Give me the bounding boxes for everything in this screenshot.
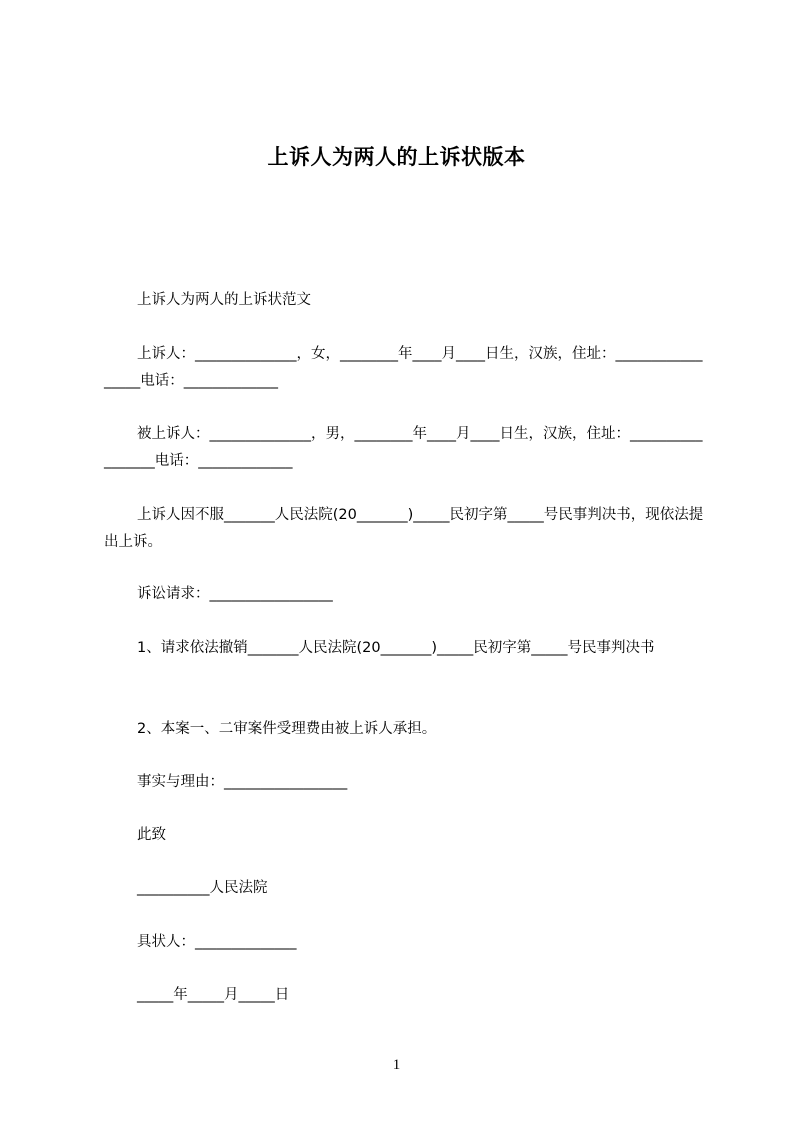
page-number: 1 xyxy=(392,1057,401,1073)
salutation-paragraph: 此致 xyxy=(137,827,166,843)
appellant-info-paragraph: 上诉人：______________，女，________年____月____日生，汉族，住址：_________________电话：_____________ xyxy=(104,346,703,389)
court-name-paragraph: __________人民法院 xyxy=(137,880,268,896)
claim-item-1-paragraph: 1、请求依法撤销_______人民法院(20_______)_____民初字第_____号民事判决书 xyxy=(137,640,655,656)
document-title: 上诉人为两人的上诉状版本 xyxy=(267,145,526,169)
date-paragraph: _____年_____月_____日 xyxy=(137,987,290,1003)
appellee-info-paragraph: 被上诉人：______________，男，________年____月____日生，汉族，住址：_________________电话：_____________ xyxy=(104,426,703,469)
appeal-statement-paragraph: 上诉人因不服_______人民法院(20_______)_____民初字第_____号民事判决书，现依法提出上诉。 xyxy=(104,507,704,550)
signatory-paragraph: 具状人：______________ xyxy=(137,934,297,950)
facts-reasons-paragraph: 事实与理由：_________________ xyxy=(137,774,348,790)
subtitle-paragraph: 上诉人为两人的上诉状范文 xyxy=(137,292,311,308)
claim-item-2-paragraph: 2、本案一、二审案件受理费由被上诉人承担。 xyxy=(137,721,437,737)
claims-heading-paragraph: 诉讼请求：_________________ xyxy=(137,586,333,602)
